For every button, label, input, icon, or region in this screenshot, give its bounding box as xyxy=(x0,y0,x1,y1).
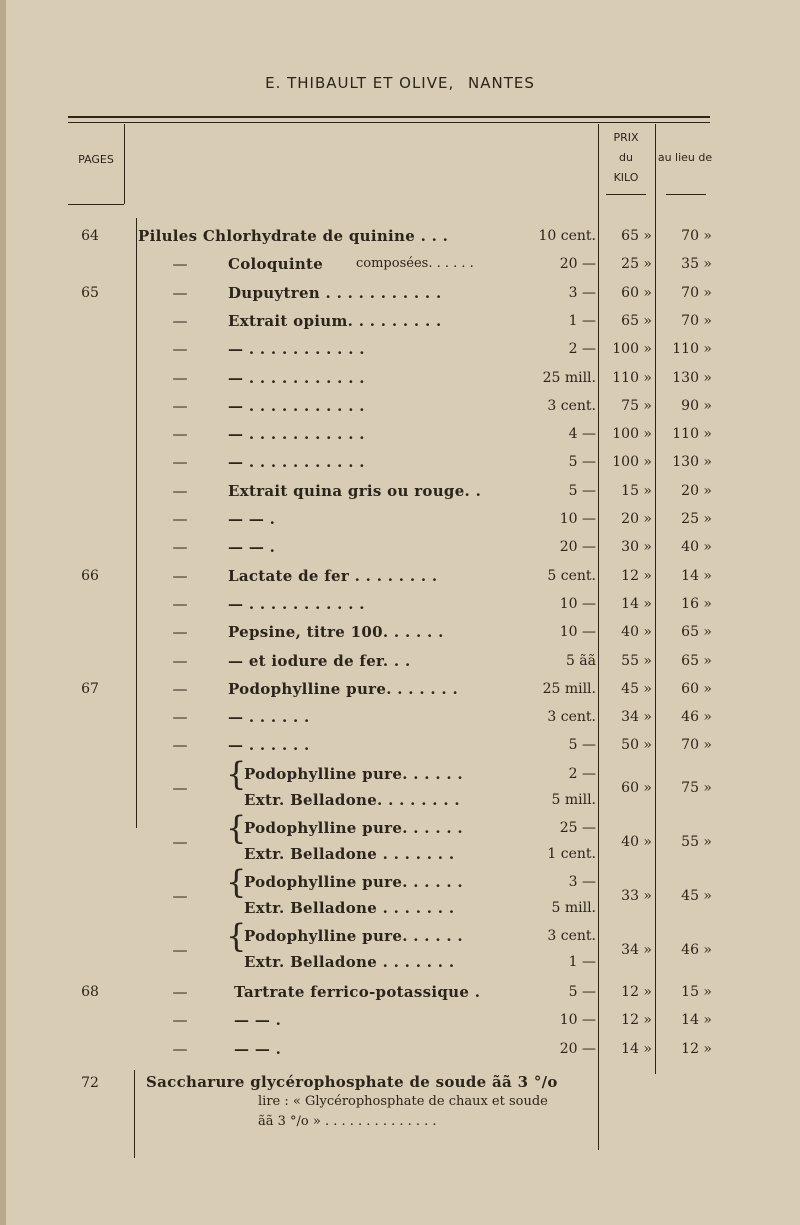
row-quantity: 20 — xyxy=(559,1040,596,1057)
prix-head-rule xyxy=(606,194,646,195)
row-quantity: 10 — xyxy=(559,511,596,527)
table-row xyxy=(0,335,800,363)
row-ditto: — xyxy=(172,623,188,642)
table-row xyxy=(0,731,800,759)
row-price: 100 » xyxy=(612,341,652,358)
col-head-pages: PAGES xyxy=(78,153,114,166)
group-line-1: Podophylline pure. . . . . . xyxy=(244,872,463,891)
row-ditto: — xyxy=(172,1039,188,1058)
row-former-price: 15 » xyxy=(681,983,712,1000)
group-qty-2: 5 mill. xyxy=(551,899,596,916)
row-former-price: 14 » xyxy=(681,1012,712,1029)
row-price: 100 » xyxy=(612,426,652,443)
group-qty-1: 3 cent. xyxy=(547,927,596,944)
final-entry xyxy=(0,1069,800,1149)
row-former-price: 35 » xyxy=(681,256,712,273)
row-quantity: 1 — xyxy=(568,312,596,329)
row-description: Podophylline pure. . . . . . . xyxy=(228,679,458,698)
group-qty-1: 2 — xyxy=(568,765,596,782)
row-ditto: — xyxy=(172,283,188,302)
group-former-price: 46 » xyxy=(681,941,712,958)
row-quantity: 10 — xyxy=(559,595,596,612)
group-line-1: Podophylline pure. . . . . . xyxy=(244,764,463,783)
pages-col-rule-head xyxy=(124,124,125,204)
row-former-price: 16 » xyxy=(681,595,712,612)
table-row xyxy=(0,1006,800,1034)
row-ditto: — xyxy=(172,340,188,359)
row-page: 68 xyxy=(81,983,99,1000)
table-row xyxy=(0,647,800,675)
row-ditto: — xyxy=(172,368,188,387)
table-row xyxy=(0,978,800,1006)
row-ditto: — xyxy=(172,453,188,472)
grouped-row xyxy=(0,808,800,870)
row-description: Pilules Chlorhydrate de quinine . . . xyxy=(138,227,449,245)
row-ditto: — xyxy=(172,425,188,444)
group-line-2: Extr. Belladone. . . . . . . . xyxy=(244,790,460,809)
row-former-price: 110 » xyxy=(672,341,712,358)
group-qty-1: 25 — xyxy=(559,819,596,836)
row-former-price: 90 » xyxy=(681,397,712,414)
row-former-price: 60 » xyxy=(681,680,712,697)
row-ditto: — xyxy=(172,679,188,698)
row-description: — . . . . . . . . . . . xyxy=(228,594,365,613)
row-former-price: 40 » xyxy=(681,539,712,556)
table-row xyxy=(0,392,800,420)
row-quantity: 20 — xyxy=(559,256,596,273)
row-price: 50 » xyxy=(621,737,652,754)
alieu-head-rule xyxy=(666,194,706,195)
row-ditto: — xyxy=(172,982,188,1001)
group-line-2: Extr. Belladone . . . . . . . xyxy=(244,898,455,917)
final-line-3: ãã 3 °/o » . . . . . . . . . . . . . . xyxy=(258,1114,437,1130)
row-former-price: 20 » xyxy=(681,482,712,499)
row-description: — . . . . . . xyxy=(228,708,310,727)
col-head-prix xyxy=(598,128,654,188)
row-ditto: — xyxy=(172,736,188,755)
table-row xyxy=(0,222,800,250)
table-row xyxy=(0,618,800,646)
col-head-au-lieu: au lieu de xyxy=(657,151,713,164)
group-qty-2: 1 cent. xyxy=(547,845,596,862)
row-former-price: 65 » xyxy=(681,652,712,669)
row-price: 75 » xyxy=(621,397,652,414)
row-price: 34 » xyxy=(621,709,652,726)
row-quantity: 3 — xyxy=(568,284,596,301)
row-ditto: — xyxy=(172,255,188,274)
row-description: Coloquinte xyxy=(228,255,324,274)
row-price: 100 » xyxy=(612,454,652,471)
group-qty-1: 3 — xyxy=(568,873,596,890)
table-row xyxy=(0,562,800,590)
row-quantity: 3 cent. xyxy=(547,397,596,414)
row-description: Tartrate ferrico-potassique . xyxy=(234,982,481,1001)
row-quantity: 4 — xyxy=(568,426,596,443)
row-former-price: 25 » xyxy=(681,511,712,527)
row-quantity: 10 — xyxy=(559,624,596,641)
header-title: E. THIBAULT ET OLIVE, xyxy=(265,74,455,92)
row-price: 65 » xyxy=(621,312,652,329)
col-head-prix-1: PRIX xyxy=(613,131,639,144)
group-line-2: Extr. Belladone . . . . . . . xyxy=(244,844,455,863)
row-price: 12 » xyxy=(621,983,652,1000)
row-quantity: 5 — xyxy=(568,454,596,471)
row-price: 14 » xyxy=(621,1040,652,1057)
row-former-price: 70 » xyxy=(681,312,712,329)
row-description: Lactate de fer . . . . . . . . xyxy=(228,566,438,585)
row-quantity: 5 cent. xyxy=(547,567,596,584)
row-page: 67 xyxy=(81,680,99,697)
row-description: Extrait opium. . . . . . . . . xyxy=(228,311,442,330)
group-ditto: — xyxy=(172,886,188,905)
col-head-prix-2: du xyxy=(619,151,633,164)
group-price: 40 » xyxy=(621,833,652,850)
row-former-price: 12 » xyxy=(681,1040,712,1057)
row-price: 30 » xyxy=(621,539,652,556)
row-description: — . . . . . . xyxy=(228,736,310,755)
row-page: 64 xyxy=(81,228,99,244)
row-page: 66 xyxy=(81,567,99,584)
row-quantity: 5 — xyxy=(568,737,596,754)
group-former-price: 75 » xyxy=(681,779,712,796)
row-ditto: — xyxy=(172,1011,188,1030)
group-line-1: Podophylline pure. . . . . . xyxy=(244,926,463,945)
row-former-price: 46 » xyxy=(681,709,712,726)
row-ditto: — xyxy=(172,594,188,613)
group-ditto: — xyxy=(172,778,188,797)
grouped-row xyxy=(0,862,800,924)
row-price: 60 » xyxy=(621,284,652,301)
row-quantity: 3 cent. xyxy=(547,709,596,726)
row-quantity: 2 — xyxy=(568,341,596,358)
group-ditto: — xyxy=(172,832,188,851)
table-row xyxy=(0,675,800,703)
row-former-price: 130 » xyxy=(672,454,712,471)
row-price: 12 » xyxy=(621,567,652,584)
row-quantity: 25 mill. xyxy=(542,680,596,697)
row-price: 20 » xyxy=(621,511,652,527)
row-ditto: — xyxy=(172,396,188,415)
row-quantity: 10 cent. xyxy=(538,228,596,244)
row-former-price: 70 » xyxy=(681,228,712,244)
row-price: 12 » xyxy=(621,1012,652,1029)
group-price: 33 » xyxy=(621,887,652,904)
final-line-2: lire : « Glycérophosphate de chaux et soude xyxy=(258,1094,548,1110)
table-top-rule xyxy=(68,116,710,118)
row-quantity: 5 — xyxy=(568,482,596,499)
row-description: Pepsine, titre 100. . . . . . xyxy=(228,623,444,642)
group-qty-2: 5 mill. xyxy=(551,791,596,808)
group-former-price: 55 » xyxy=(681,833,712,850)
group-qty-2: 1 — xyxy=(568,953,596,970)
pages-head-rule xyxy=(68,204,124,205)
row-ditto: — xyxy=(172,538,188,557)
row-price: 65 » xyxy=(621,228,652,244)
row-description: — . . . . . . . . . . . xyxy=(228,340,365,359)
row-description: — . . . . . . . . . . . xyxy=(228,425,365,444)
header-city: NANTES xyxy=(468,74,535,92)
row-description: Extrait quina gris ou rouge. . xyxy=(228,481,482,500)
row-former-price: 65 » xyxy=(681,624,712,641)
table-row xyxy=(0,477,800,505)
row-description: — — . xyxy=(228,510,276,528)
grouped-row xyxy=(0,754,800,816)
table-row xyxy=(0,364,800,392)
row-description: — . . . . . . . . . . . xyxy=(228,396,365,415)
group-brace: { xyxy=(226,862,247,901)
row-former-price: 14 » xyxy=(681,567,712,584)
table-row xyxy=(0,1035,800,1063)
row-quantity: 5 — xyxy=(568,983,596,1000)
row-description: — — . xyxy=(234,1039,282,1058)
row-price: 14 » xyxy=(621,595,652,612)
row-ditto: — xyxy=(172,651,188,670)
group-line-1: Podophylline pure. . . . . . xyxy=(244,818,463,837)
row-former-price: 70 » xyxy=(681,284,712,301)
table-row xyxy=(0,448,800,476)
row-price: 15 » xyxy=(621,482,652,499)
page-header xyxy=(0,74,800,92)
group-brace: { xyxy=(226,808,247,847)
table-row xyxy=(0,420,800,448)
row-price: 55 » xyxy=(621,652,652,669)
row-ditto: — xyxy=(172,510,188,528)
table-row xyxy=(0,703,800,731)
final-line-1: Saccharure glycérophosphate de soude ãã 3 °/o xyxy=(146,1073,558,1092)
table-row xyxy=(0,505,800,533)
table-row xyxy=(0,590,800,618)
row-description-small: composées. . . . . . xyxy=(356,256,474,272)
row-ditto: — xyxy=(172,311,188,330)
table-row xyxy=(0,533,800,561)
row-quantity: 10 — xyxy=(559,1012,596,1029)
row-description: — . . . . . . . . . . . xyxy=(228,453,365,472)
row-price: 40 » xyxy=(621,624,652,641)
row-description: — . . . . . . . . . . . xyxy=(228,368,365,387)
group-ditto: — xyxy=(172,940,188,959)
row-former-price: 70 » xyxy=(681,737,712,754)
table-top-rule-thin xyxy=(68,122,710,123)
table-row xyxy=(0,307,800,335)
row-quantity: 25 mill. xyxy=(542,369,596,386)
row-description: — — . xyxy=(234,1011,282,1030)
row-description: — — . xyxy=(228,538,276,557)
row-former-price: 110 » xyxy=(672,426,712,443)
row-quantity: 5 ãã xyxy=(565,652,596,669)
row-ditto: — xyxy=(172,708,188,727)
group-price: 60 » xyxy=(621,779,652,796)
row-ditto: — xyxy=(172,566,188,585)
grouped-row xyxy=(0,916,800,978)
row-price: 110 » xyxy=(612,369,652,386)
table-row xyxy=(0,250,800,278)
group-former-price: 45 » xyxy=(681,887,712,904)
col-head-prix-3: KILO xyxy=(613,171,639,184)
row-description: — et iodure de fer. . . xyxy=(228,651,411,670)
group-price: 34 » xyxy=(621,941,652,958)
final-page: 72 xyxy=(81,1075,99,1092)
row-page: 65 xyxy=(81,284,99,301)
row-price: 25 » xyxy=(621,256,652,273)
row-price: 45 » xyxy=(621,680,652,697)
group-brace: { xyxy=(226,916,247,955)
table-row xyxy=(0,279,800,307)
group-brace: { xyxy=(226,754,247,793)
group-line-2: Extr. Belladone . . . . . . . xyxy=(244,952,455,971)
row-former-price: 130 » xyxy=(672,369,712,386)
row-description: Dupuytren . . . . . . . . . . . xyxy=(228,283,442,302)
row-ditto: — xyxy=(172,481,188,500)
row-quantity: 20 — xyxy=(559,539,596,556)
